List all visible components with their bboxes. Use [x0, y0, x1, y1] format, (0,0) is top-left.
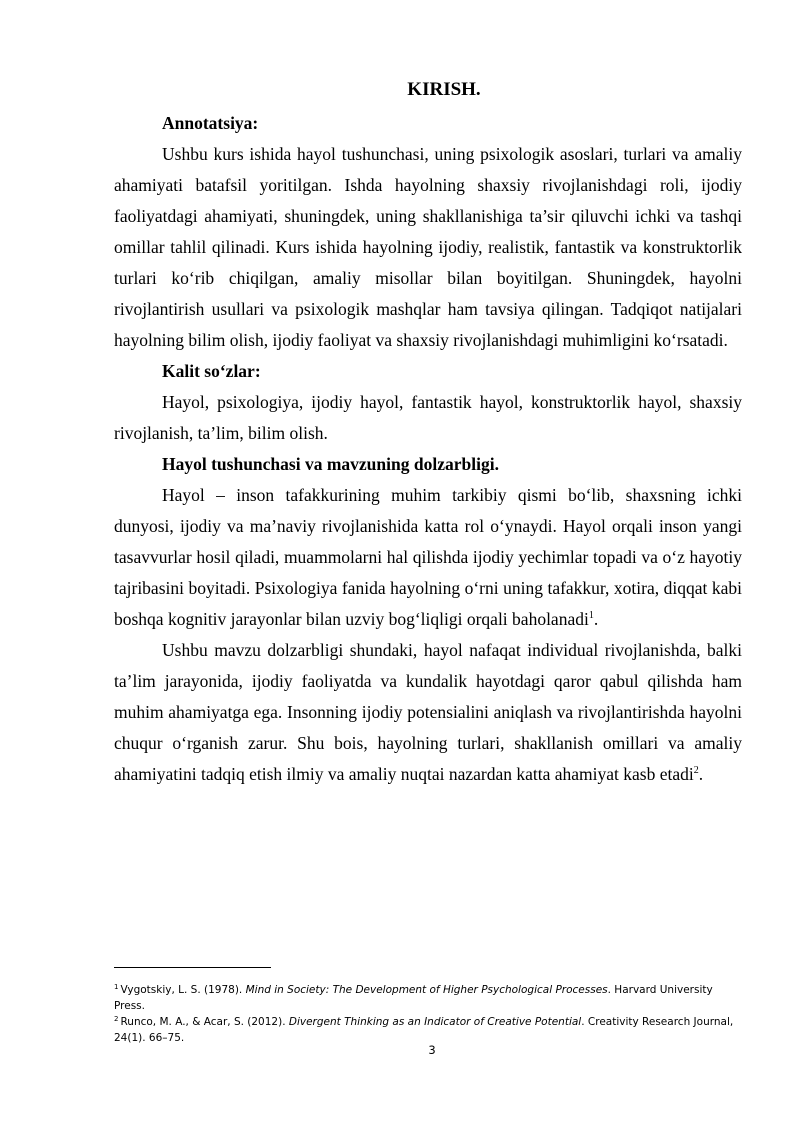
footnote-1 [114, 982, 742, 1014]
footnote-1-publisher: . Harvard University Press. [114, 984, 713, 1012]
footnote-2-journal: . Creativity Research Journal, 24(1). 66–75. [114, 1016, 734, 1044]
annotation-heading: Annotatsiya: [162, 113, 259, 133]
footnote-2-text: Runco, M. A., & Acar, S. (2012). [120, 1016, 289, 1028]
footnote-separator [114, 967, 271, 968]
page-number-text: 3 [428, 1043, 436, 1057]
keywords-heading: Kalit so‘zlar: [162, 361, 261, 381]
page-number [0, 1043, 800, 1057]
footnote-ref-1[interactable]: 1 [588, 610, 594, 621]
keywords-paragraph: Hayol, psixologiya, ijodiy hayol, fantastik hayol, konstruktorlik hayol, shaxsiy rivojlanish, ta’lim, bilim olish. [114, 392, 742, 443]
footnote-ref-2[interactable]: 2 [693, 765, 699, 776]
page-title: KIRISH. [407, 79, 481, 100]
footnote-1-text: Vygotskiy, L. S. (1978). [120, 984, 246, 996]
section-heading: Hayol tushunchasi va mavzuning dolzarbligi. [162, 454, 499, 474]
footnotes-section [114, 967, 742, 1046]
body-paragraph-2-end: . [698, 764, 704, 784]
footnote-2 [114, 1014, 742, 1046]
footnote-1-number: 1 [114, 983, 119, 991]
body-paragraph-1 [114, 480, 742, 635]
body-paragraph-2 [114, 635, 742, 790]
body-paragraph-2-text: Ushbu mavzu dolzarbligi shundaki, hayol nafaqat individual rivojlanishda, balki ta’lim jarayonida, ijodiy faoliyatda va kundalik hayotdagi qaror qabul qilishda ham muhim ahamiyatga ega. Insonning ijodiy potensialini aniqlash va rivojlantirishda hayolni chuqur o‘rganish zarur. Shu bois, hayolning turlari, shakllanish omillari va amaliy ahamiyatini tadqiq etish ilmiy va amaliy nuqtai nazardan katta ahamiyat kasb etadi [114, 640, 742, 784]
body-paragraph-1-end: . [593, 609, 599, 629]
footnote-2-number: 2 [114, 1015, 119, 1023]
footnote-2-title: Divergent Thinking as an Indicator of Creative Potential [288, 1016, 582, 1028]
footnote-1-title: Mind in Society: The Development of Higher Psychological Processes [245, 984, 608, 996]
annotation-paragraph: Ushbu kurs ishida hayol tushunchasi, uning psixologik asoslari, turlari va amaliy ahamiyati batafsil yoritilgan. Ishda hayolning shaxsiy rivojlanishdagi roli, ijodiy faoliyatdagi ahamiyati, shuningdek, uning shakllanishiga ta’sir qiluvchi ichki va tashqi omillar tahlil qilinadi. Kurs ishida hayolning ijodiy, realistik, fantastik va konstruktorlik turlari ko‘rib chiqilgan, amaliy misollar bilan boyitilgan. Shuningdek, hayolni rivojlantirish usullari va psixologik mashqlar ham tavsiya qilingan. Tadqiqot natijalari hayolning bilim olish, ijodiy faoliyat va shaxsiy rivojlanishdagi muhimligini ko‘rsatadi. [114, 144, 742, 350]
page-body [114, 72, 742, 790]
body-paragraph-1-text: Hayol – inson tafakkurining muhim tarkibiy qismi bo‘lib, shaxsning ichki dunyosi, ijodiy va ma’naviy rivojlanishida katta rol o‘ynaydi. Hayol orqali inson yangi tasavvurlar hosil qiladi, muammolarni hal qilishda ijodiy yechimlar topadi va o‘z hayotiy tajribasini boyitadi. Psixologiya fanida hayolning o‘rni uning tafakkur, xotira, diqqat kabi boshqa kognitiv jarayonlar bilan uzviy bog‘liqligi orqali baholanadi [114, 485, 742, 629]
